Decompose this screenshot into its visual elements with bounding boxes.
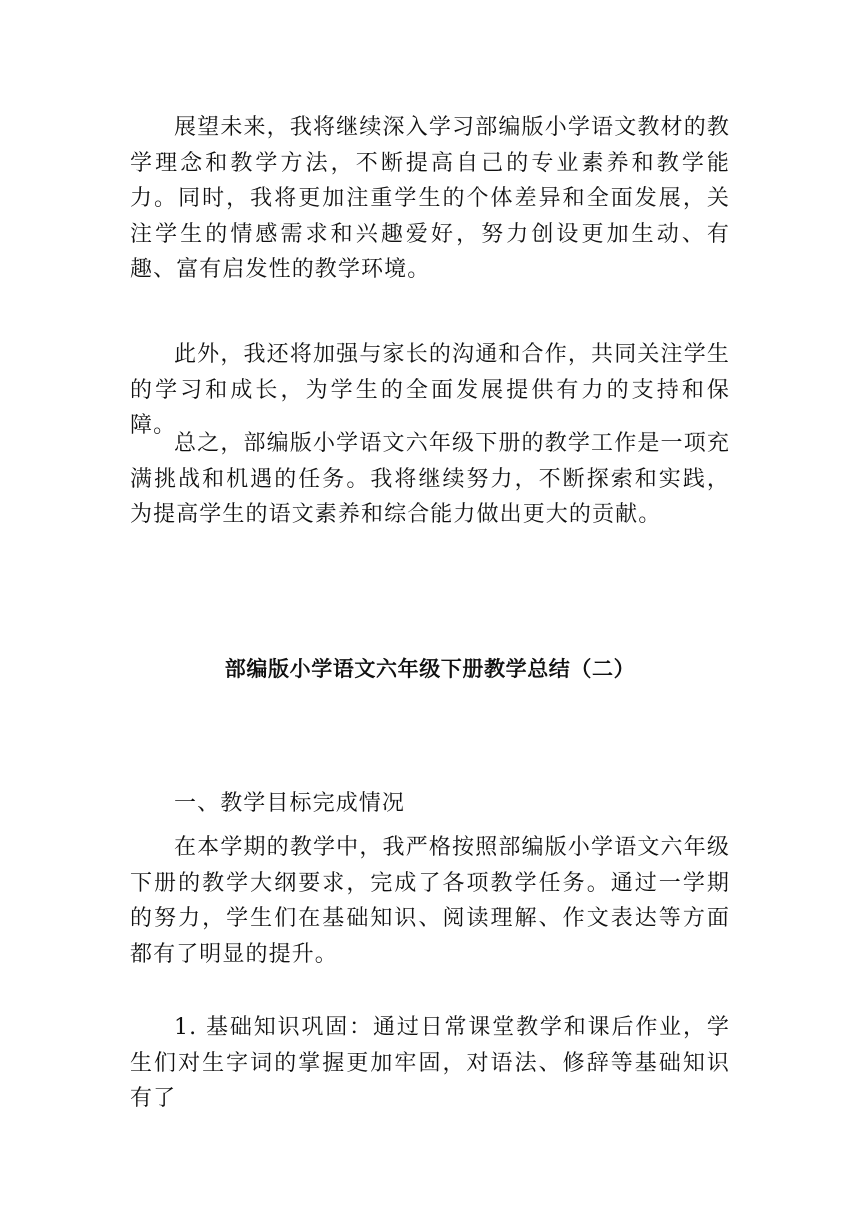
paragraph-conclusion: 总之，部编版小学语文六年级下册的教学工作是一项充满挑战和机遇的任务。我将继续努力，不断探索和实践，为提高学生的语文素养和综合能力做出更大的贡献。 — [130, 431, 730, 527]
subheading-teaching-goals: 一、教学目标完成情况 — [174, 791, 406, 816]
section-title: 部编版小学语文六年级下册教学总结（二） — [224, 657, 636, 681]
paragraph-parent-communication: 此外，我还将加强与家长的沟通和合作，共同关注学生的学习和成长，为学生的全面发展提供有力的支持和保障。 — [130, 342, 730, 438]
paragraph-teaching-goals: 在本学期的教学中，我严格按照部编版小学语文六年级下册的教学大纲要求，完成了各项教学任务。通过一学期的努力，学生们在基础知识、阅读理解、作文表达等方面都有了明显的提升。 — [130, 835, 730, 967]
paragraph-future-outlook: 展望未来，我将继续深入学习部编版小学语文教材的教学理念和教学方法，不断提高自己的专业素养和教学能力。同时，我将更加注重学生的个体差异和全面发展，关注学生的情感需求和兴趣爱好，努力创设更加生动、有趣、富有启发性的教学环境。 — [130, 115, 730, 282]
paragraph-basic-knowledge: 1. 基础知识巩固：通过日常课堂教学和课后作业，学生们对生字词的掌握更加牢固，对语法、修辞等基础知识有了 — [130, 1015, 730, 1111]
